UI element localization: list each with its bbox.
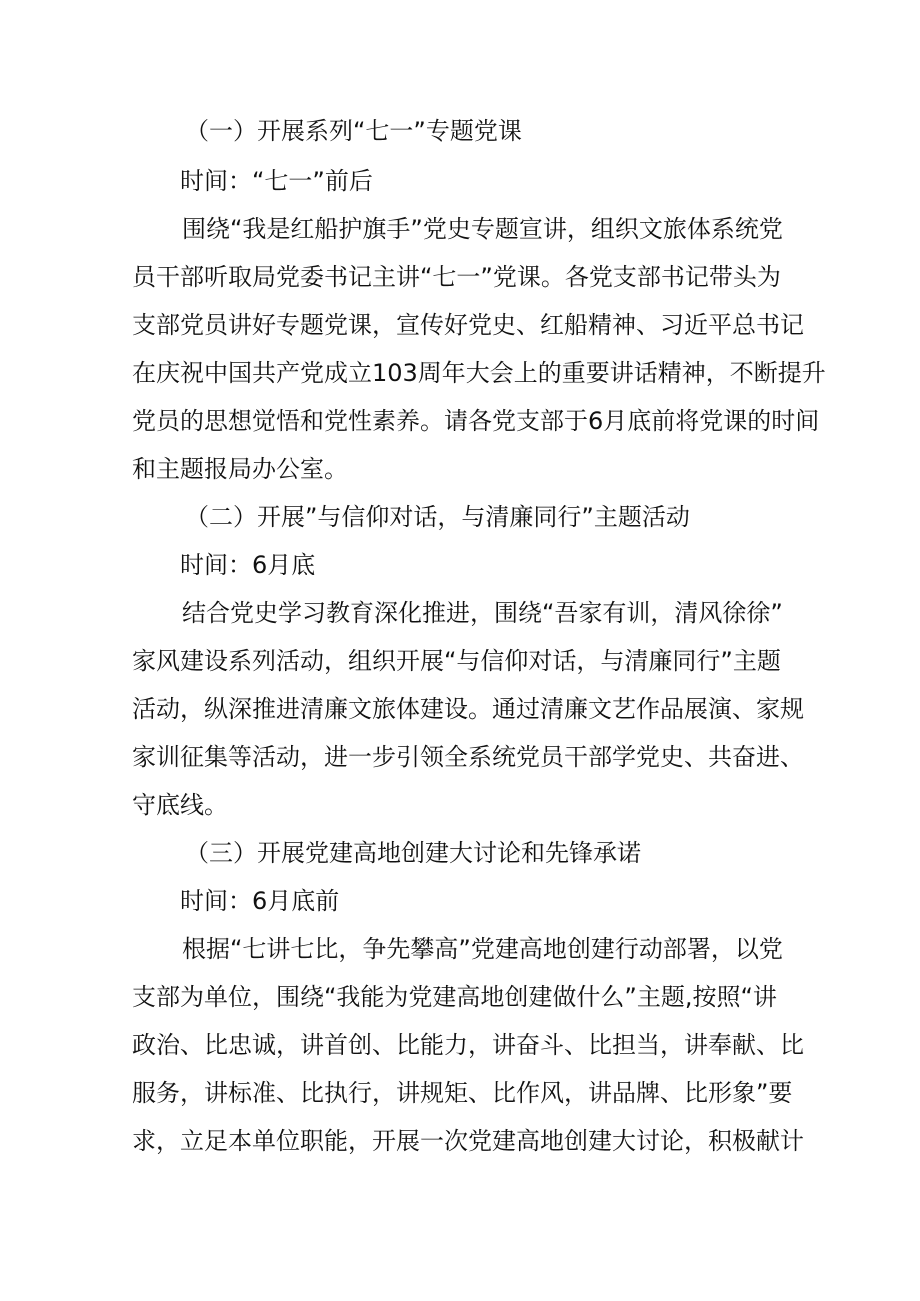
section-2-time: 时间：6月底	[180, 551, 316, 579]
section-3-body-line-5: 求，立足本单位职能，开展一次党建高地创建大讨论，积极献计	[132, 1127, 804, 1155]
section-1-body-line-2: 员干部听取局党委书记主讲“七一”党课。各党支部书记带头为	[132, 263, 781, 291]
section-1-body-line-1: 围绕“我是红船护旗手”党史专题宣讲，组织文旅体系统党	[182, 215, 783, 243]
section-2-body-line-1: 结合党史学习教育深化推进，围绕“吾家有训，清风徐徐”	[182, 599, 783, 627]
section-3-body-line-2: 支部为单位，围绕“我能为党建高地创建做什么”主题,按照“讲	[132, 983, 777, 1011]
section-1-body-line-6: 和主题报局办公室。	[132, 455, 348, 483]
section-2-body-line-2: 家风建设系列活动，组织开展“与信仰对话，与清廉同行”主题	[132, 647, 781, 675]
section-2-body-line-4: 家训征集等活动，进一步引领全系统党员干部学党史、共奋进、	[132, 743, 804, 771]
section-3-body-line-4: 服务，讲标准、比执行，讲规矩、比作风，讲品牌、比形象”要	[132, 1079, 793, 1107]
section-1-time: 时间：“七一”前后	[180, 167, 373, 195]
section-1-body-line-3: 支部党员讲好专题党课，宣传好党史、红船精神、习近平总书记	[132, 311, 804, 339]
section-1-body-line-5: 党员的思想觉悟和党性素养。请各党支部于6月底前将党课的时间	[132, 407, 820, 435]
section-2-body-line-5: 守底线。	[132, 791, 228, 819]
section-3-time: 时间：6月底前	[180, 887, 340, 915]
section-3-heading: （三）开展党建高地创建大讨论和先锋承诺	[185, 839, 641, 867]
section-2-heading: （二）开展”与信仰对话，与清廉同行”主题活动	[185, 503, 690, 531]
section-3-body-line-1: 根据“七讲七比，争先攀高”党建高地创建行动部署，以党	[182, 935, 783, 963]
section-2-body-line-3: 活动，纵深推进清廉文旅体建设。通过清廉文艺作品展演、家规	[132, 695, 804, 723]
section-1-body-line-4: 在庆祝中国共产党成立103周年大会上的重要讲话精神，不断提升	[132, 359, 826, 387]
section-1-heading: （一）开展系列“七一”专题党课	[185, 117, 522, 145]
section-3-body-line-3: 政治、比忠诚，讲首创、比能力，讲奋斗、比担当，讲奉献、比	[132, 1031, 804, 1059]
